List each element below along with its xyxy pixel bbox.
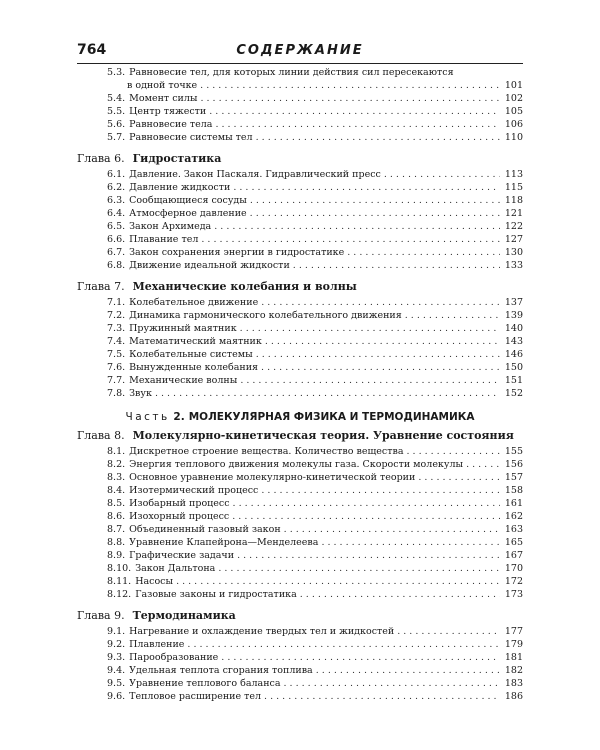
dot-leader [176,575,500,588]
chapter-title: Молекулярно-кинетическая теория. Уравнение состояния [132,429,514,442]
toc-entry[interactable] [77,664,523,677]
entry-page: 110 [504,132,523,143]
entry-page: 162 [504,511,523,522]
chapter-5-continued [77,66,523,144]
entry-page: 137 [504,297,523,308]
entry-page: 157 [504,472,523,483]
entry-title: Закон Архимеда [129,221,212,232]
entry-number: 6.1. [107,169,126,180]
dot-leader [284,523,500,536]
entry-title: Графические задачи [129,550,235,561]
entry-number: 9.2. [107,639,126,650]
entry-number: 6.3. [107,195,126,206]
chapter-label: Глава 6. [77,152,125,165]
dot-leader [405,309,500,322]
entry-page: 146 [504,349,523,360]
dot-leader [214,220,500,233]
entry-title: Атмосферное давление [129,208,247,219]
entry-page: 105 [504,106,523,117]
entry-title: Равновесие системы тел [129,132,253,143]
dot-leader [300,588,500,601]
entry-title: Тепловое расширение тел [129,691,262,702]
dot-leader [250,194,500,207]
toc-entry[interactable] [77,296,523,309]
entry-number: 6.2. [107,182,126,193]
dot-leader [200,92,500,105]
entry-title: Равновесие тела [129,119,213,130]
dot-leader [215,118,500,131]
part-number: 2. [173,411,185,423]
toc-entry[interactable] [77,374,523,387]
entry-number: 6.6. [107,234,126,245]
chapter-8-entries [77,445,523,601]
chapter-label: Глава 8. [77,429,125,442]
entry-number: 9.5. [107,678,126,689]
dot-leader [384,168,500,181]
entry-title-continuation: в одной точке [127,80,198,91]
dot-leader [466,458,500,471]
entry-number: 7.6. [107,362,126,373]
entry-page: 118 [504,195,523,206]
entry-title: Удельная теплота сгорания топлива [129,665,313,676]
toc-entry[interactable] [77,233,523,246]
entry-title: Дискретное строение вещества. Количество вещества [129,446,404,457]
toc-entry[interactable] [77,625,523,638]
dot-leader [221,651,500,664]
entry-number: 7.8. [107,388,126,399]
entry-number: 8.7. [107,524,126,535]
entry-page: 186 [504,691,523,702]
entry-number: 8.9. [107,550,126,561]
entry-title: Колебательные системы [129,349,253,360]
entry-number: 8.10. [107,563,132,574]
chapter-label: Глава 7. [77,280,125,293]
entry-number: 7.1. [107,297,126,308]
toc-entry[interactable] [77,549,523,562]
toc-entry[interactable] [77,588,523,601]
entry-title: Основное уравнение молекулярно-кинетической теории [129,472,416,483]
entry-page: 127 [504,234,523,245]
entry-title: Звук [129,388,152,399]
toc-entry[interactable] [77,536,523,549]
entry-number: 8.12. [107,589,132,600]
part-word: Часть [125,411,170,423]
chapter-label: Глава 9. [77,609,125,622]
entry-number: 5.3. [107,67,126,78]
entry-page: 113 [504,169,523,180]
entry-page: 152 [504,388,523,399]
dot-leader [261,484,500,497]
entry-title: Парообразование [129,652,219,663]
entry-page: 102 [504,93,523,104]
dot-leader [232,510,500,523]
entry-number: 7.5. [107,349,126,360]
entry-title: Механические волны [129,375,238,386]
entry-page: 156 [504,459,523,470]
dot-leader [293,259,500,272]
entry-number: 6.7. [107,247,126,258]
toc-entry[interactable] [77,335,523,348]
running-title: СОДЕРЖАНИЕ [236,43,364,58]
entry-number: 9.4. [107,665,126,676]
page-number: 764 [77,42,107,58]
entry-title: Нагревание и охлаждение твердых тел и жидкостей [129,626,395,637]
entry-title: Давление жидкости [129,182,231,193]
entry-page: 121 [504,208,523,219]
entry-page: 139 [504,310,523,321]
entry-title: Пружинный маятник [129,323,237,334]
dot-leader [397,625,500,638]
entry-page: 155 [504,446,523,457]
entry-page: 170 [504,563,523,574]
entry-number: 9.1. [107,626,126,637]
entry-page: 167 [504,550,523,561]
entry-title: Движение идеальной жидкости [129,260,290,271]
dot-leader [155,387,500,400]
entry-number: 8.8. [107,537,126,548]
chapter-6-entries [77,168,523,272]
entry-number: 8.11. [107,576,132,587]
dot-leader [218,562,500,575]
toc-entry[interactable] [77,168,523,181]
toc-entry[interactable] [77,471,523,484]
entry-page: 158 [504,485,523,496]
dot-leader [347,246,500,259]
entry-page: 161 [504,498,523,509]
entry-number: 6.4. [107,208,126,219]
entry-page: 177 [504,626,523,637]
chapter-title: Термодинамика [132,609,236,622]
toc-entry[interactable] [77,309,523,322]
entry-number: 6.8. [107,260,126,271]
toc-entry[interactable] [77,562,523,575]
entry-number: 9.6. [107,691,126,702]
dot-leader [256,348,500,361]
chapter-heading-9[interactable] [77,607,523,625]
entry-page: 133 [504,260,523,271]
toc-entry[interactable] [77,118,523,131]
entry-number: 5.7. [107,132,126,143]
entry-title: Закон Дальтона [135,563,216,574]
toc-entry[interactable] [77,458,523,471]
entry-page: 143 [504,336,523,347]
entry-title: Математический маятник [129,336,262,347]
chapter-title: Механические колебания и волны [132,280,357,293]
entry-page: 173 [504,589,523,600]
entry-title: Давление. Закон Паскаля. Гидравлический пресс [129,169,381,180]
dot-leader [418,471,500,484]
dot-leader [201,233,500,246]
page-header [77,40,523,62]
entry-page: 179 [504,639,523,650]
entry-number: 8.5. [107,498,126,509]
entry-title: Энергия теплового движения молекулы газа. Скорости молекулы [129,459,464,470]
entry-title: Вынужденные колебания [129,362,259,373]
toc-entry[interactable] [77,638,523,651]
toc-entry[interactable] [77,651,523,664]
toc-entry[interactable] [77,322,523,335]
entry-number: 5.5. [107,106,126,117]
entry-title: Изохорный процесс [129,511,230,522]
entry-page: 150 [504,362,523,373]
entry-page: 165 [504,537,523,548]
dot-leader [240,374,500,387]
toc-entry[interactable] [77,361,523,374]
entry-page: 106 [504,119,523,130]
dot-leader [316,664,500,677]
dot-leader [237,549,500,562]
entry-number: 5.6. [107,119,126,130]
dot-leader [187,638,500,651]
dot-leader [240,322,500,335]
dot-leader [265,335,500,348]
dot-leader [264,690,500,703]
entry-page: 183 [504,678,523,689]
entry-number: 7.2. [107,310,126,321]
toc-entry[interactable] [77,497,523,510]
dot-leader [200,79,500,92]
dot-leader [233,497,500,510]
entry-title: Колебательное движение [129,297,259,308]
entry-title: Изотермический процесс [129,485,259,496]
entry-page: 140 [504,323,523,334]
toc-entry[interactable] [77,92,523,105]
entry-number: 7.7. [107,375,126,386]
entry-title: Плавление [129,639,185,650]
entry-title: Динамика гармонического колебательного движения [129,310,402,321]
entry-number: 7.4. [107,336,126,347]
dot-leader [261,296,500,309]
toc-entry[interactable] [77,523,523,536]
dot-leader [284,677,500,690]
entry-title: Уравнение Клапейрона—Менделеева [129,537,319,548]
part-heading-2[interactable] [77,408,523,426]
entry-title: Закон сохранения энергии в гидростатике [129,247,345,258]
dot-leader [406,445,500,458]
entry-number: 8.4. [107,485,126,496]
dot-leader [209,105,500,118]
toc-entry[interactable] [77,131,523,144]
entry-title: Газовые законы и гидростатика [135,589,297,600]
toc-entry[interactable] [77,690,523,703]
table-of-contents [77,66,523,703]
entry-title: Насосы [135,576,174,587]
entry-number: 8.2. [107,459,126,470]
entry-title: Центр тяжести [129,106,207,117]
toc-entry-continuation[interactable] [77,79,523,92]
entry-page: 122 [504,221,523,232]
dot-leader [256,131,500,144]
entry-title: Равновесие тел, для которых линии действия сил пересекаются [129,67,454,78]
chapter-heading-6[interactable] [77,150,523,168]
entry-title: Момент силы [129,93,198,104]
header-rule [77,63,523,64]
entry-title: Изобарный процесс [129,498,230,509]
entry-title: Плавание тел [129,234,199,245]
toc-entry[interactable] [77,348,523,361]
part-title: МОЛЕКУЛЯРНАЯ ФИЗИКА И ТЕРМОДИНАМИКА [188,411,475,423]
toc-entry[interactable] [77,677,523,690]
entry-page: 130 [504,247,523,258]
entry-page: 101 [504,80,523,91]
chapter-heading-7[interactable] [77,278,523,296]
entry-number: 7.3. [107,323,126,334]
entry-title: Уравнение теплового баланса [129,678,281,689]
entry-page: 163 [504,524,523,535]
chapter-7-entries [77,296,523,400]
entry-page: 151 [504,375,523,386]
toc-entry[interactable] [77,181,523,194]
chapter-heading-8[interactable] [77,427,523,445]
entry-page: 182 [504,665,523,676]
entry-number: 8.6. [107,511,126,522]
toc-entry[interactable] [77,66,523,79]
dot-leader [250,207,500,220]
dot-leader [321,536,500,549]
dot-leader [233,181,500,194]
toc-entry[interactable] [77,220,523,233]
toc-entry[interactable] [77,445,523,458]
entry-page: 181 [504,652,523,663]
entry-title: Объединенный газовый закон [129,524,281,535]
toc-entry[interactable] [77,484,523,497]
entry-title: Сообщающиеся сосуды [129,195,247,206]
entry-page: 172 [504,576,523,587]
chapter-9-entries [77,625,523,703]
toc-entry[interactable] [77,575,523,588]
entry-number: 6.5. [107,221,126,232]
toc-entry[interactable] [77,259,523,272]
dot-leader [261,361,500,374]
entry-number: 9.3. [107,652,126,663]
toc-entry[interactable] [77,207,523,220]
entry-number: 5.4. [107,93,126,104]
toc-entry[interactable] [77,246,523,259]
chapter-title: Гидростатика [132,152,222,165]
entry-number: 8.3. [107,472,126,483]
toc-entry[interactable] [77,387,523,400]
toc-entry[interactable] [77,105,523,118]
entry-page: 115 [504,182,523,193]
toc-entry[interactable] [77,510,523,523]
toc-entry[interactable] [77,194,523,207]
entry-number: 8.1. [107,446,126,457]
